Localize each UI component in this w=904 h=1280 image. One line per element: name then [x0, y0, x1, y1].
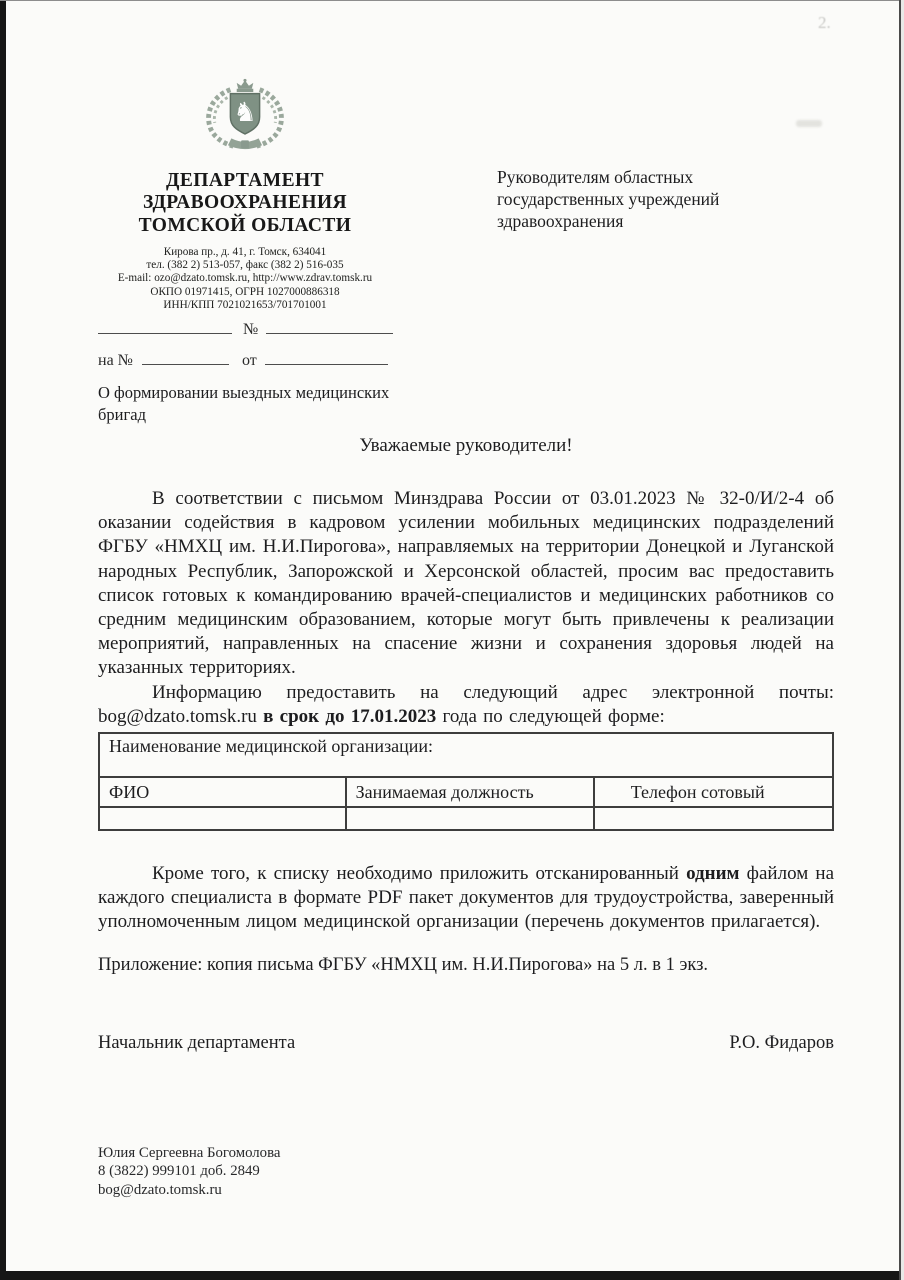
org-email-site: E-mail: ozo@dzato.tomsk.ru, http://www.zdrav.tomsk.ru — [117, 272, 373, 285]
table-empty-row — [99, 807, 833, 830]
org-inn-kpp: ИНН/КПП 7021021653/701701001 — [163, 298, 327, 311]
recipient-line: Руководителям областных — [497, 167, 694, 187]
org-name-line: ДЕПАРТАМЕНТ — [166, 170, 324, 191]
executor-contact — [98, 1144, 280, 1199]
paragraph-request: В соответствии с письмом Минздрава России от 03.01.2023 № 32-0/И/2-4 об оказании содействия в кадровом усилении мобильных медицинских подразделений ФГБУ «НМХЦ им. Н.И.Пирогова», направляемых на территории Донецкой и Луганской народных Республик, Запорожской и Херсонской областей, просим вас предоставить список готовых к командированию врачей-специалистов и медицинских работников со средним медицинским образованием, которые могут быть привлечены к реализации мероприятий, направленных на спасение жизни и сохранения здоровья людей на указанных территориях. — [98, 488, 834, 679]
na-number-label: на № — [98, 352, 133, 369]
column-header-fio: ФИО — [99, 777, 346, 807]
org-name-line: ЗДРАВООХРАНЕНИЯ — [142, 192, 347, 214]
org-address: Кирова пр., д. 41, г. Томск, 634041 — [163, 245, 327, 258]
empty-cell-fio — [99, 807, 346, 830]
deadline-text: Информацию предоставить на следующий адрес электронной почты: bog@dzato.tomsk.ru — [98, 681, 834, 727]
specialists-table — [98, 732, 834, 831]
incoming-date-blank-field — [265, 349, 388, 365]
outgoing-ref-row — [98, 318, 393, 339]
empty-cell-position — [346, 807, 594, 830]
letter-body — [98, 434, 834, 1054]
paragraph-pdf-package — [98, 862, 834, 935]
org-phone-fax: тел. (382 2) 513-057, факс (382 2) 516-035 — [146, 259, 344, 272]
scan-artifact — [796, 120, 822, 127]
org-name-line: ТОМСКОЙ ОБЛАСТИ — [138, 214, 352, 236]
svg-text:♞: ♞ — [233, 97, 257, 128]
paragraph-deadline — [98, 681, 834, 729]
deadline-bold-date: в срок до 17.01.2023 — [263, 705, 437, 727]
executor-name: Юлия Сергеевна Богомолова — [98, 1145, 281, 1161]
incoming-ref-row — [98, 349, 393, 370]
signature-row — [98, 1033, 834, 1054]
executor-email: bog@dzato.tomsk.ru — [98, 1181, 222, 1198]
attachment-line: Приложение: копия письма ФГБУ «НМХЦ им. Н.И.Пирогова» на 5 л. в 1 экз. — [98, 954, 709, 975]
number-blank-field — [266, 318, 393, 334]
date-blank-field — [98, 318, 232, 334]
recipient-line: государственных учреждений — [497, 189, 720, 210]
pdf-bold-word: одним — [686, 863, 740, 885]
pdf-text-tail: файлом на каждого специалиста в формате PDF пакет документов для трудоустройства, заверенный уполномоченным лицом медицинской организации (перечень документов прилагается). — [98, 863, 834, 933]
table-row-organization — [99, 733, 833, 777]
organization-name-cell: Наименование медицинской организации: — [99, 733, 833, 777]
scan-edge-top — [0, 0, 904, 1]
salutation: Уважаемые руководители! — [359, 435, 573, 456]
org-contact-block — [70, 246, 420, 312]
pdf-text: Кроме того, к списку необходимо приложить отсканированный — [152, 863, 687, 885]
signer-name: Р.О. Фидаров — [729, 1032, 834, 1053]
org-name — [70, 170, 420, 237]
signer-position: Начальник департамента — [98, 1032, 296, 1053]
incoming-number-blank-field — [142, 349, 229, 365]
scan-artifact: 2. — [818, 13, 831, 32]
table-header-row — [99, 777, 833, 807]
letter-page — [6, 1, 899, 1271]
recipient-block — [497, 166, 719, 233]
coat-of-arms-icon — [197, 78, 293, 154]
empty-cell-phone — [594, 807, 833, 830]
deadline-text-tail: года по следующей форме: — [436, 705, 665, 727]
number-sign-label: № — [243, 321, 259, 338]
column-header-phone: Телефон сотовый — [594, 777, 833, 807]
column-header-position: Занимаемая должность — [346, 777, 594, 807]
org-okpo-ogrn: ОКПО 01971415, ОГРН 1027000886318 — [150, 285, 340, 298]
subject-line: О формировании выездных медицинских бригад — [98, 383, 390, 424]
recipient-line: здравоохранения — [497, 211, 624, 232]
ot-label: от — [241, 352, 257, 369]
letterhead — [70, 78, 420, 312]
reference-fields — [98, 318, 393, 370]
executor-phone: 8 (3822) 999101 доб. 2849 — [98, 1163, 260, 1180]
